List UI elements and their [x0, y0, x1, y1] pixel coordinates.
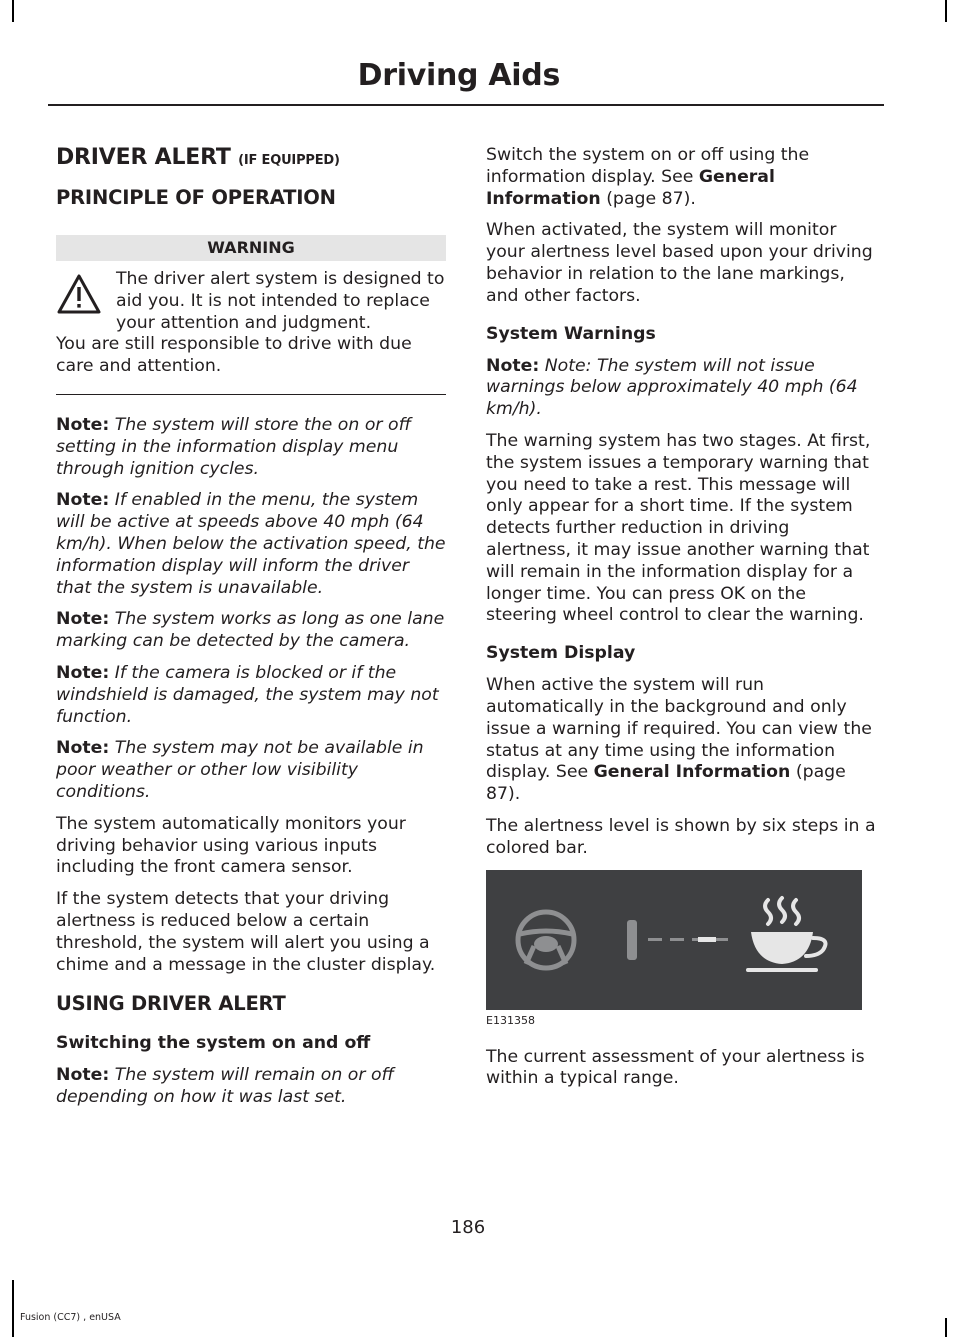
switch-heading: Switching the system on and off [56, 1033, 371, 1054]
system-warnings-heading: System Warnings [486, 323, 656, 344]
figure-label: E131358 [486, 1013, 535, 1027]
body-paragraph: If the system detects that your driving alertness is reduced below a certain threshold, the system will alert you using a chime and a message in the cluster display. [56, 889, 436, 975]
note-3 [56, 609, 446, 653]
body-paragraph: The warning system has two stages. At first, the system issues a temporary warning that you need to take a rest. This message will only appear for a short time. If the system detects further reduction in driving alertness, it may issue another warning that will remain in the information display for a longer time. You can press OK on the steering wheel control to clear the warning. [486, 430, 871, 626]
warning-label: WARNING [56, 235, 446, 261]
note-text: The system works as long as one lane marking can be detected by the camera. [56, 609, 445, 652]
note-label: Note: [56, 609, 110, 630]
body-paragraph: The current assessment of your alertness is within a typical range. [486, 1046, 865, 1089]
note-label: Note: [486, 355, 540, 376]
heading-main: DRIVER ALERT [56, 145, 231, 170]
paragraph-text: When active the system will run automatically in the background and only issue a warning if required. You can view the status at any time using the information display. See [486, 675, 872, 783]
note-text: The system will store the on or off setting in the information display menu through ignition cycles. [56, 414, 412, 479]
alertness-bar-dashes [648, 937, 728, 942]
coffee-cup-icon [748, 898, 825, 970]
note-5 [56, 738, 446, 803]
paragraph-text: Switch the system on or off using the information display. See [486, 145, 810, 187]
note-text: Note: The system will not issue warnings below approximately 40 mph (64 km/h). [486, 355, 858, 420]
body-paragraph: When activated, the system will monitor your alertness level based upon your driving behavior in relation to the lane markings, and other factors. [486, 220, 873, 306]
warning-text-rest: You are still responsible to drive with due care and attention. [56, 334, 412, 377]
crop-mark-bottom-right [945, 1318, 947, 1337]
note-label: Note: [56, 414, 110, 435]
switch-note [56, 1065, 446, 1109]
note-text: The system may not be available in poor weather or other low visibility conditions. [56, 738, 424, 802]
note-4 [56, 663, 446, 728]
note-text: If the camera is blocked or if the windshield is damaged, the system may not function. [56, 662, 439, 727]
warning-rule [56, 394, 446, 395]
note-label: Note: [56, 490, 110, 511]
warning-box [56, 269, 446, 378]
general-information-link[interactable]: General Information [486, 166, 775, 209]
body-paragraph: The alertness level is shown by six steps in a colored bar. [486, 815, 876, 858]
heading-suffix: (IF EQUIPPED) [238, 153, 340, 168]
alertness-bar-segment-filled [627, 920, 637, 960]
right-column [486, 145, 878, 1100]
body-paragraph [486, 145, 878, 210]
section-heading-driver-alert [56, 145, 446, 170]
page-reference: (page 87). [606, 188, 696, 209]
crop-mark-top-left [12, 0, 14, 22]
note-text: If enabled in the menu, the system will be active at speeds above 40 mph (64 km/h). When below the activation speed, the information display will inform the driver that the system is unavailable. [56, 490, 446, 598]
body-paragraph [486, 675, 878, 806]
alertness-bar-graphic [486, 870, 862, 1010]
page-reference: (page 87). [486, 762, 846, 805]
note-label: Note: [56, 738, 110, 759]
crop-mark-top-right [945, 0, 947, 22]
note-text: The system will remain on or off depending on how it was last set. [56, 1065, 395, 1108]
note-2 [56, 490, 446, 599]
note-label: Note: [56, 1065, 110, 1086]
alertness-bar-figure [486, 870, 862, 1010]
system-display-heading: System Display [486, 643, 636, 664]
warnings-note [486, 356, 878, 421]
page-header-title: Driving Aids [357, 58, 560, 93]
warning-triangle-icon [56, 273, 102, 315]
general-information-link[interactable]: General Information [593, 762, 791, 783]
footer-info: Fusion (CC7) , enUSA [20, 1312, 121, 1323]
note-1 [56, 415, 446, 480]
header-rule [48, 104, 884, 106]
page-number: 186 [450, 1217, 486, 1238]
body-paragraph: The system automatically monitors your driving behavior using various inputs including the front camera sensor. [56, 813, 406, 878]
using-heading: USING DRIVER ALERT [56, 992, 286, 1016]
principle-heading: PRINCIPLE OF OPERATION [56, 186, 336, 209]
note-label: Note: [56, 662, 110, 683]
left-column [56, 145, 446, 1119]
crop-mark-bottom-left [12, 1280, 14, 1337]
steering-wheel-icon [518, 912, 574, 968]
warning-text-first: The driver alert system is designed to aid you. It is not intended to replace your attention and judgment. [116, 269, 445, 333]
